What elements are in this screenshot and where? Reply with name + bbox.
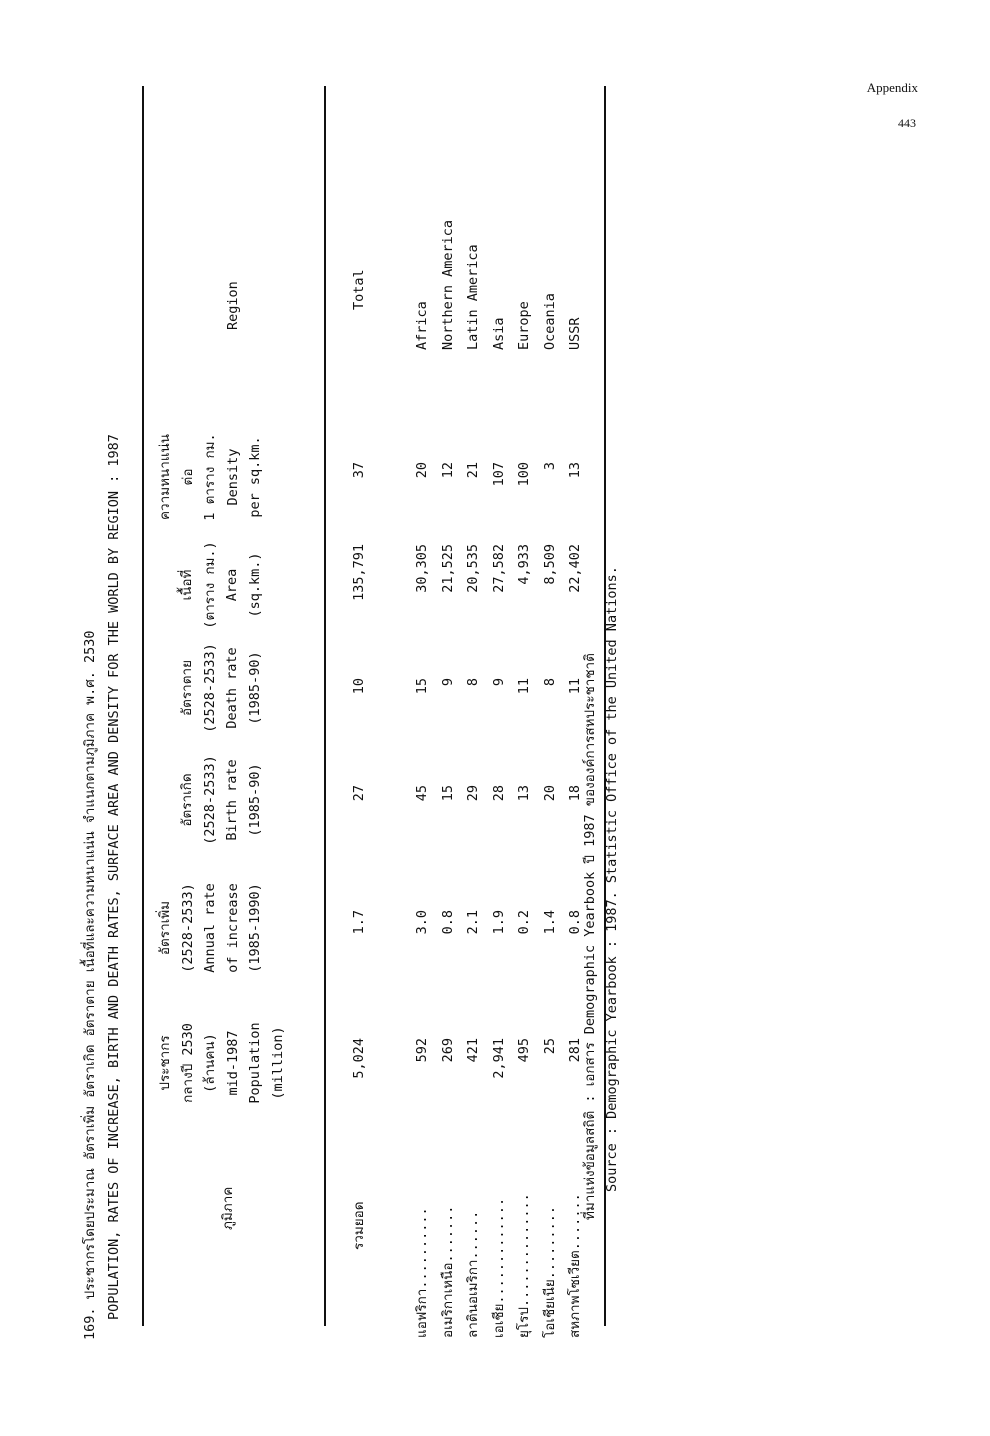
- total-label-english: Total: [351, 269, 367, 310]
- row-death-rate: 9: [490, 678, 507, 687]
- row-birth-rate: 15: [439, 785, 456, 802]
- row-area: 8,509: [541, 544, 558, 585]
- total-density: 37: [351, 462, 367, 479]
- header-rule: [324, 86, 326, 1326]
- row-density: 12: [439, 462, 456, 479]
- row-increase: 0.2: [516, 910, 532, 935]
- row-region-english: USSR: [567, 317, 583, 350]
- total-death-rate: 10: [351, 678, 367, 695]
- source-english: Source : Demographic Yearbook : 1987. Statistic Office of the United Nations.: [604, 566, 620, 1192]
- row-birth-rate: 13: [516, 785, 532, 802]
- total-birth-rate: 27: [351, 785, 367, 802]
- table-title-thai: 169. ประชากรโดยประมาณ อัตราเพิ่ม อัตราเกิด อัตราตาย เนื้อที่และความหนาแน่น จำแนกตามภูมิภาค พ.ศ. 2530: [82, 630, 98, 1340]
- row-death-rate: 8: [541, 678, 558, 687]
- row-region-thai: สหภาพโซเวียต.......: [567, 1193, 583, 1338]
- total-label-thai: รวมยอด: [351, 1201, 367, 1250]
- row-death-rate: 11: [516, 678, 532, 695]
- top-rule: [142, 86, 144, 1326]
- row-region-thai: เอเชีย.............: [490, 1197, 507, 1338]
- row-density: 20: [414, 462, 430, 479]
- row-increase: 1.4: [541, 910, 558, 935]
- row-increase: 1.9: [490, 910, 507, 935]
- row-density: 3: [541, 462, 558, 471]
- row-population: 269: [439, 1038, 456, 1063]
- row-population: 495: [516, 1038, 532, 1063]
- table-title-english: POPULATION, RATES OF INCREASE, BIRTH AND DEATH RATES, SURFACE AREA AND DENSITY FOR THE WORLD BY REGION : 1987: [106, 434, 122, 1320]
- header-increase: อัตราเพิ่ม (2528-2533) Annual rate of increase (1985-1990): [157, 883, 263, 973]
- row-region-thai: อเมริกาเหนือ.......: [439, 1205, 456, 1338]
- row-region-english: Latin America: [465, 244, 481, 350]
- row-death-rate: 11: [567, 678, 583, 695]
- total-increase: 1.7: [351, 910, 367, 935]
- row-area: 20,535: [465, 544, 481, 593]
- row-birth-rate: 45: [414, 785, 430, 802]
- header-area: เนื้อที่ (ตาราง กม.) Area (sq.km.): [179, 541, 263, 629]
- row-birth-rate: 18: [567, 785, 583, 802]
- row-birth-rate: 29: [465, 785, 481, 802]
- row-region-english: Oceania: [541, 293, 558, 350]
- total-area: 135,791: [351, 544, 367, 601]
- row-increase: 2.1: [465, 910, 481, 935]
- row-density: 100: [516, 462, 532, 487]
- row-region-english: Europe: [516, 301, 532, 350]
- header-region-thai: ภูมิภาค: [220, 1186, 236, 1230]
- row-region-thai: ลาตินอเมริกา......: [465, 1210, 481, 1338]
- rotated-table: [72, 70, 632, 1340]
- row-increase: 0.8: [439, 910, 456, 935]
- row-death-rate: 15: [414, 678, 430, 695]
- source-thai: ที่มาแห่งข้อมูลสถิติ : เอกสาร Demographic Yearbook ปี 1987 ขององค์การสหประชาชาติ: [582, 653, 598, 1220]
- row-area: 22,402: [567, 544, 583, 593]
- row-increase: 0.8: [567, 910, 583, 935]
- total-population: 5,024: [351, 1038, 367, 1079]
- row-death-rate: 9: [439, 678, 456, 687]
- row-region-english: Northern America: [439, 219, 456, 350]
- row-density: 13: [567, 462, 583, 479]
- row-density: 107: [490, 462, 507, 487]
- row-region-thai: ยุโรป..............: [516, 1193, 532, 1338]
- header-death-rate: อัตราตาย (2528-2533) Death rate (1985-90): [179, 643, 263, 733]
- row-population: 281: [567, 1038, 583, 1063]
- row-area: 27,582: [490, 544, 507, 593]
- row-density: 21: [465, 462, 481, 479]
- row-area: 4,933: [516, 544, 532, 585]
- header-region-english: Region: [225, 281, 241, 330]
- row-area: 30,305: [414, 544, 430, 593]
- row-region-thai: แอฟริกา..........: [414, 1207, 430, 1338]
- page-number: 443: [898, 116, 916, 130]
- appendix-label: Appendix: [866, 80, 918, 95]
- row-population: 2,941: [490, 1038, 507, 1079]
- row-death-rate: 8: [465, 678, 481, 687]
- header-density: ความหนาแน่น ต่อ 1 ตาราง กม. Density per sq.km.: [157, 433, 263, 521]
- header-birth-rate: อัตราเกิด (2528-2533) Birth rate (1985-90): [179, 755, 263, 845]
- header-population: ประชากร กลางปี 2530 (ล้านคน) mid-1987 Population (million): [157, 1022, 286, 1104]
- row-increase: 3.0: [414, 910, 430, 935]
- row-birth-rate: 20: [541, 785, 558, 802]
- row-region-thai: โอเชียเนีย.........: [541, 1206, 558, 1338]
- row-population: 25: [541, 1038, 558, 1055]
- row-region-english: Asia: [490, 317, 507, 350]
- row-birth-rate: 28: [490, 785, 507, 802]
- row-population: 421: [465, 1038, 481, 1063]
- row-population: 592: [414, 1038, 430, 1063]
- row-area: 21,525: [439, 544, 456, 593]
- row-region-english: Africa: [414, 301, 430, 350]
